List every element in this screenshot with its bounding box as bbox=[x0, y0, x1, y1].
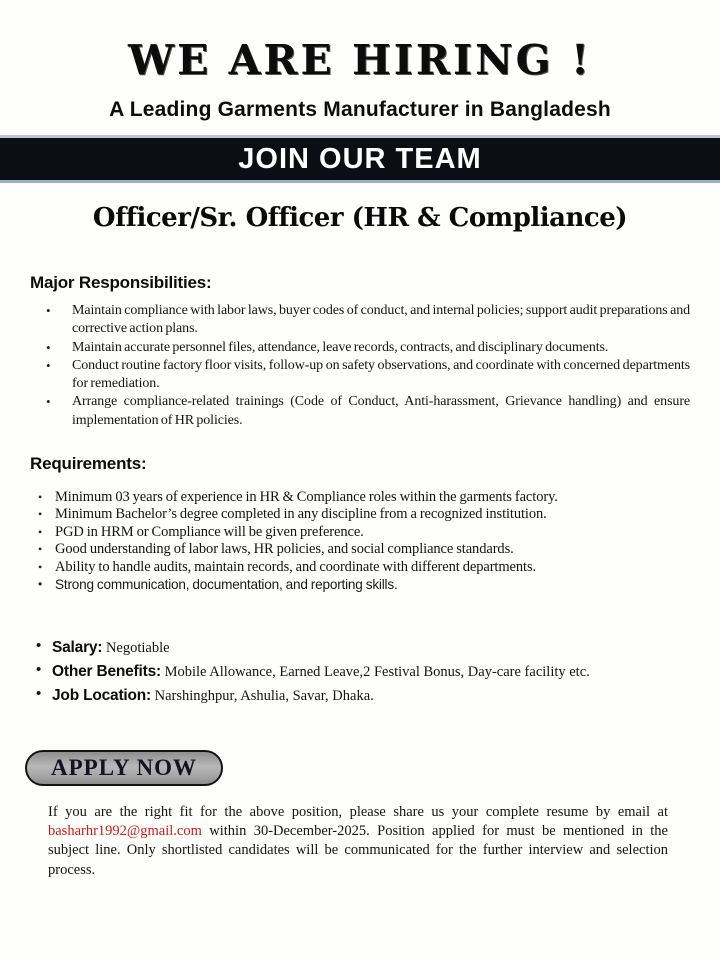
job-title: Officer/Sr. Officer (HR & Compliance) bbox=[92, 203, 628, 233]
hiring-headline: WE ARE HIRING ! bbox=[128, 36, 592, 84]
requirement-item: • Minimum 03 years of experience in HR & Compliance roles within the garments factory. bbox=[38, 489, 690, 506]
apply-button-row bbox=[25, 750, 720, 786]
benefits-label: Other Benefits: bbox=[52, 662, 161, 680]
responsibilities-list bbox=[30, 302, 690, 430]
job-details-list bbox=[36, 640, 720, 704]
location-item bbox=[36, 688, 720, 704]
footer-text-after-email: within 30-December-2025. Position applied for must be mentioned in the subject line. Only shortlisted candidates will be communicated for the further interview and selection process. bbox=[48, 822, 668, 878]
responsibility-item: • Maintain compliance with labor laws, buyer codes of conduct, and internal policies; support audit preparations and corrective action plans. bbox=[46, 302, 690, 339]
join-team-banner bbox=[0, 135, 720, 183]
requirements-section bbox=[30, 454, 690, 593]
apply-now-button[interactable]: APPLY NOW bbox=[25, 750, 223, 786]
requirement-item: • Ability to handle audits, maintain records, and coordinate with different departments. bbox=[38, 559, 690, 576]
salary-label: Salary: bbox=[52, 638, 103, 656]
requirements-heading: Requirements: bbox=[30, 454, 147, 474]
responsibility-item: • Conduct routine factory floor visits, follow-up on safety observations, and coordinate with concerned departments for remediation. bbox=[46, 357, 690, 394]
footer-paragraph bbox=[48, 803, 668, 881]
requirement-item: • Good understanding of labor laws, HR policies, and social compliance standards. bbox=[38, 541, 690, 558]
requirement-item: • Strong communication, documentation, and reporting skills. bbox=[38, 576, 690, 593]
footer-text-before-email: If you are the right fit for the above position, please share us your complete resume by email at bbox=[48, 803, 668, 820]
salary-value: Negotiable bbox=[105, 639, 170, 656]
responsibility-item: • Arrange compliance-related trainings (Code of Conduct, Anti-harassment, Grievance handling) and ensure implementation of HR policies. bbox=[46, 393, 690, 430]
location-label: Job Location: bbox=[52, 686, 152, 704]
requirement-item: • PGD in HRM or Compliance will be given preference. bbox=[38, 524, 690, 541]
email-link[interactable]: basharhr1992@gmail.com bbox=[48, 822, 202, 839]
banner-label: JOIN OUR TEAM bbox=[238, 142, 482, 175]
responsibility-item: • Maintain accurate personnel files, attendance, leave records, contracts, and disciplinary documents. bbox=[46, 339, 690, 357]
company-subheadline: A Leading Garments Manufacturer in Bangladesh bbox=[109, 98, 611, 121]
benefits-item bbox=[36, 664, 720, 680]
requirement-item: • Minimum Bachelor’s degree completed in any discipline from a recognized institution. bbox=[38, 506, 690, 523]
salary-item bbox=[36, 640, 720, 656]
benefits-value: Mobile Allowance, Earned Leave,2 Festival Bonus, Day-care facility etc. bbox=[164, 663, 590, 680]
location-value: Narshinghpur, Ashulia, Savar, Dhaka. bbox=[154, 687, 374, 704]
responsibilities-heading: Major Responsibilities: bbox=[30, 273, 212, 292]
requirements-list bbox=[30, 489, 690, 593]
responsibilities-section bbox=[30, 273, 690, 430]
